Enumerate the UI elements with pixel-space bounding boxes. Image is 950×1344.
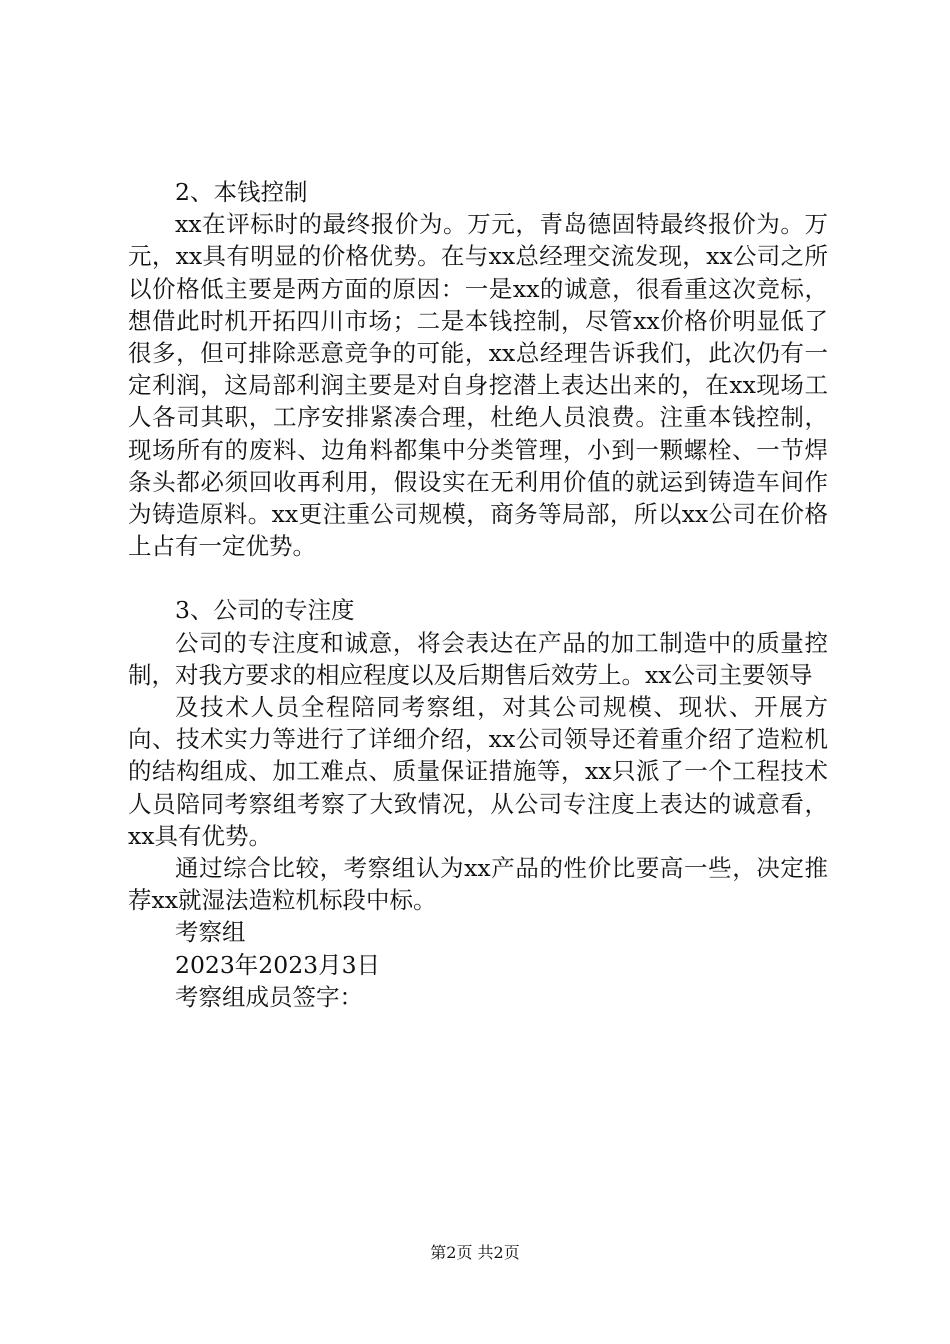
signature-label: 考察组成员签字： bbox=[175, 982, 363, 1011]
section-3-heading: 3、公司的专注度 bbox=[175, 596, 355, 625]
section-2-paragraph: xx在评标时的最终报价为。万元，青岛德固特最终报价为。万元，xx具有明显的价格优势。在与xx总经理交流发现，xx公司之所以价格低主要是两方面的原因：一是xx的诚意，很看重这次竞标，想借此时机开拓四川市场；二是本钱控制，尽管xx价格价明显低了很多，但可排除恶意竞争的可能，xx总经理告诉我们，此次仍有一定利润，这局部利润主要是对自身挖潜上表达出来的，在xx现场工人各司其职，工序安排紧凑合理，杜绝人员浪费。注重本钱控制，现场所有的废料、边角料都集中分类管理，小到一颗螺栓、一节焊条头都必须回收再利用，假设实在无利用价值的就运到铸造车间作为铸造原料。xx更注重公司规模，商务等局部，所以xx公司在价格上占有一定优势。 bbox=[128, 210, 828, 561]
signoff-group: 考察组 bbox=[175, 918, 246, 947]
page-footer: 第2页 共2页 bbox=[430, 1243, 520, 1262]
section-3-paragraph-2: 及技术人员全程陪同考察组，对其公司规模、现状、开展方向、技术实力等进行了详细介绍，xx公司领导还着重介绍了造粒机的结构组成、加工难点、质量保证措施等，xx只派了一个工程技术人员陪同考察组考察了大致情况，从公司专注度上表达的诚意看，xx具有优势。 bbox=[128, 693, 828, 850]
document-body bbox=[128, 176, 828, 1013]
section-spacer bbox=[128, 562, 828, 594]
section-3-paragraph-1: 公司的专注度和诚意，将会表达在产品的加工制造中的质量控制，对我方要求的相应程度以及后期售后效劳上。xx公司主要领导 bbox=[128, 628, 828, 689]
signoff-date: 2023年2023月3日 bbox=[175, 950, 381, 979]
section-3-paragraph-3: 通过综合比较，考察组认为xx产品的性价比要高一些，决定推荐xx就湿法造粒机标段中标。 bbox=[128, 854, 828, 915]
section-2-heading: 2、本钱控制 bbox=[175, 178, 308, 206]
